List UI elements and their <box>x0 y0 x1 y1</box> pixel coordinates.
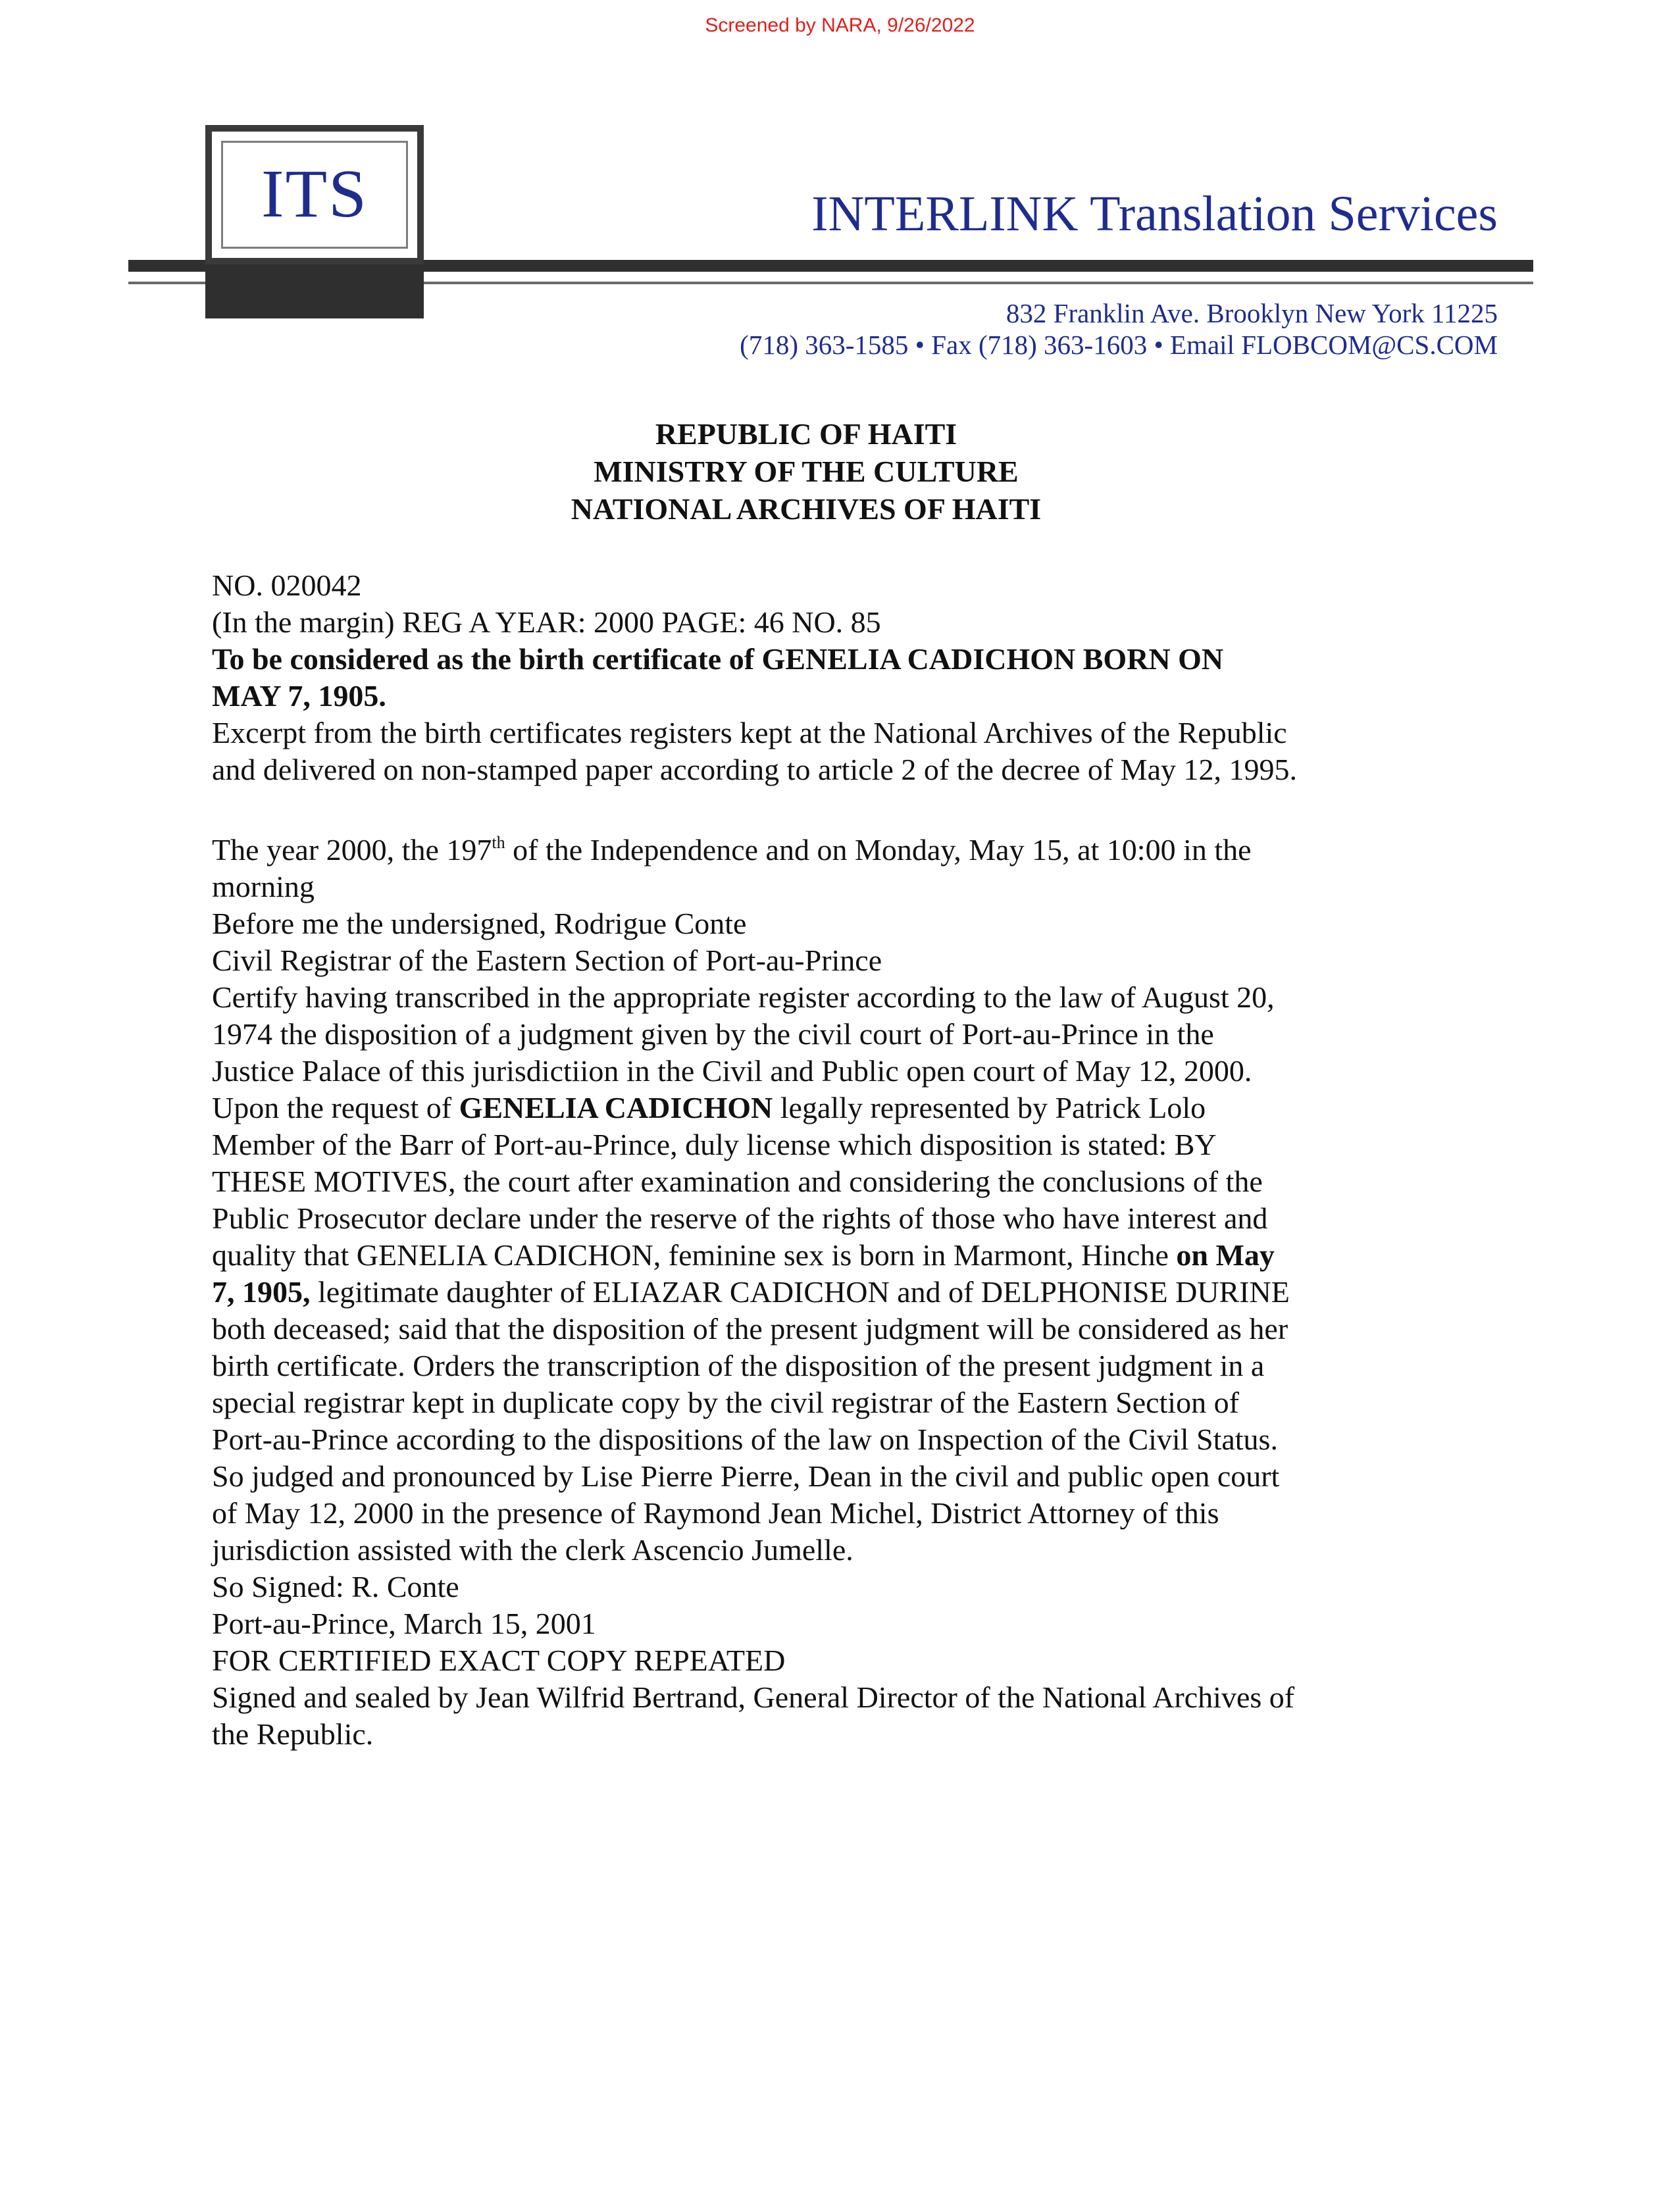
body-line: the Republic. <box>212 1717 374 1751</box>
body-line: So judged and pronounced by Lise Pierre Pierre, Dean in the civil and public open court <box>212 1459 1280 1493</box>
certificate-body <box>212 832 1462 1753</box>
heading-ministry: MINISTRY OF THE CULTURE <box>594 455 1019 488</box>
certification-line: FOR CERTIFIED EXACT COPY REPEATED <box>212 1644 786 1677</box>
record-number: NO. 020042 <box>212 568 362 602</box>
place-date-line: Port-au-Prince, March 15, 2001 <box>212 1607 596 1640</box>
body-line: both deceased; said that the disposition of the present judgment will be considered as her <box>212 1312 1288 1346</box>
body-line <box>212 1237 1462 1274</box>
subject-name: GENELIA CADICHON <box>459 1091 773 1124</box>
its-logo <box>205 125 424 264</box>
body-line: Public Prosecutor declare under the reserve of the rights of those who have interest and <box>212 1201 1268 1235</box>
company-address: 832 Franklin Ave. Brooklyn New York 11225 <box>1005 298 1498 328</box>
company-name: INTERLINK Translation Services <box>811 186 1498 241</box>
record-excerpt-line-1: Excerpt from the birth certificates registers kept at the National Archives of the Republic <box>212 716 1287 749</box>
record-margin-note: (In the margin) REG A YEAR: 2000 PAGE: 46 NO. 85 <box>212 605 881 639</box>
record-excerpt-line-2: and delivered on non-stamped paper according to article 2 of the decree of May 12, 1995. <box>212 753 1297 786</box>
body-text: legally represented by Patrick Lolo <box>773 1091 1206 1124</box>
body-line <box>212 1090 1462 1126</box>
body-text: legitimate daughter of ELIAZAR CADICHON and of DELPHONISE DURINE <box>310 1275 1290 1309</box>
body-text: of the Independence and on Monday, May 15, at 10:00 in the <box>505 833 1252 867</box>
record-title-line-1: To be considered as the birth certificate of GENELIA CADICHON BORN ON <box>212 642 1224 676</box>
logo-text: ITS <box>261 156 368 232</box>
birth-date-bold: on May <box>1176 1238 1275 1272</box>
body-text: Upon the request of <box>212 1091 459 1124</box>
heading-archives: NATIONAL ARCHIVES OF HAITI <box>571 492 1042 526</box>
birth-date-bold: 7, 1905, <box>212 1275 311 1309</box>
logo-base <box>205 270 424 318</box>
signature-line: So Signed: R. Conte <box>212 1570 459 1603</box>
body-text: The year 2000, the 197 <box>212 833 492 867</box>
body-line: Justice Palace of this jurisdictiion in the Civil and Public open court of May 12, 2000. <box>212 1054 1252 1088</box>
body-text: quality that GENELIA CADICHON, feminine sex is born in Marmont, Hinche <box>212 1238 1177 1272</box>
record-header <box>212 567 1462 788</box>
body-line <box>212 1274 1462 1311</box>
body-line: Member of the Barr of Port-au-Prince, duly license which disposition is stated: BY <box>212 1128 1217 1161</box>
body-line: morning <box>212 870 315 903</box>
body-line: THESE MOTIVES, the court after examination and considering the conclusions of the <box>212 1165 1263 1198</box>
body-line: 1974 the disposition of a judgment given by the civil court of Port-au-Prince in the <box>212 1017 1214 1051</box>
body-line: of May 12, 2000 in the presence of Raymond Jean Michel, District Attorney of this <box>212 1496 1219 1530</box>
company-contact: (718) 363-1585 • Fax (718) 363-1603 • Email FLOBCOM@CS.COM <box>740 330 1498 360</box>
ordinal-suffix: th <box>492 833 505 852</box>
body-line: Signed and sealed by Jean Wilfrid Bertrand, General Director of the National Archives of <box>212 1680 1295 1714</box>
record-title-line-2: MAY 7, 1905. <box>212 679 386 713</box>
body-line: Civil Registrar of the Eastern Section of Port-au-Prince <box>212 944 882 977</box>
logo-frame <box>221 141 408 249</box>
body-line: special registrar kept in duplicate copy by the civil registrar of the Eastern Section of <box>212 1386 1239 1419</box>
body-line: Port-au-Prince according to the dispositions of the law on Inspection of the Civil Status. <box>212 1423 1278 1456</box>
body-line: Certify having transcribed in the appropriate register according to the law of August 20, <box>212 980 1275 1014</box>
heading-republic: REPUBLIC OF HAITI <box>655 417 957 451</box>
nara-screening-stamp: Screened by NARA, 9/26/2022 <box>705 14 975 36</box>
body-line: birth certificate. Orders the transcription of the disposition of the present judgment in a <box>212 1349 1265 1382</box>
body-line: Before me the undersigned, Rodrigue Conte <box>212 907 747 940</box>
body-line: jurisdiction assisted with the clerk Ascencio Jumelle. <box>212 1533 853 1567</box>
body-line <box>212 832 1462 869</box>
